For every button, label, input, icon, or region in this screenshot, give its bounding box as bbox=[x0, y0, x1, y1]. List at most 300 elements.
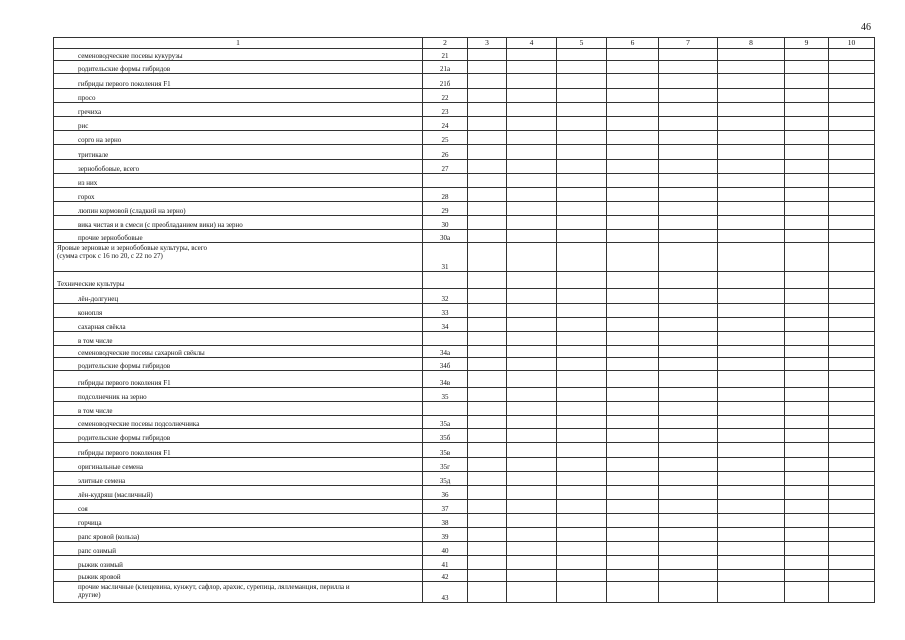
data-cell[interactable] bbox=[468, 500, 507, 514]
data-cell[interactable] bbox=[659, 443, 718, 458]
data-cell[interactable] bbox=[785, 202, 829, 216]
data-cell[interactable] bbox=[507, 145, 557, 160]
data-cell[interactable] bbox=[507, 61, 557, 74]
data-cell[interactable] bbox=[468, 416, 507, 429]
data-cell[interactable] bbox=[829, 514, 875, 528]
data-cell[interactable] bbox=[468, 160, 507, 174]
data-cell[interactable] bbox=[468, 402, 507, 416]
data-cell[interactable] bbox=[557, 230, 607, 243]
data-cell[interactable] bbox=[718, 472, 785, 486]
data-cell[interactable] bbox=[785, 117, 829, 131]
data-cell[interactable] bbox=[659, 556, 718, 570]
data-cell[interactable] bbox=[659, 388, 718, 402]
data-cell[interactable] bbox=[718, 272, 785, 289]
data-cell[interactable] bbox=[557, 416, 607, 429]
data-cell[interactable] bbox=[507, 556, 557, 570]
data-cell[interactable] bbox=[607, 74, 659, 89]
data-cell[interactable] bbox=[607, 304, 659, 318]
data-cell[interactable] bbox=[557, 145, 607, 160]
data-cell[interactable] bbox=[785, 188, 829, 202]
data-cell[interactable] bbox=[468, 174, 507, 188]
data-cell[interactable] bbox=[468, 89, 507, 103]
data-cell[interactable] bbox=[468, 318, 507, 332]
data-cell[interactable] bbox=[507, 514, 557, 528]
data-cell[interactable] bbox=[718, 528, 785, 542]
data-cell[interactable] bbox=[557, 486, 607, 500]
data-cell[interactable] bbox=[607, 371, 659, 388]
data-cell[interactable] bbox=[829, 318, 875, 332]
data-cell[interactable] bbox=[718, 117, 785, 131]
data-cell[interactable] bbox=[659, 272, 718, 289]
data-cell[interactable] bbox=[659, 371, 718, 388]
data-cell[interactable] bbox=[468, 443, 507, 458]
data-cell[interactable] bbox=[829, 304, 875, 318]
data-cell[interactable] bbox=[468, 556, 507, 570]
data-cell[interactable] bbox=[829, 371, 875, 388]
data-cell[interactable] bbox=[507, 160, 557, 174]
data-cell[interactable] bbox=[718, 131, 785, 145]
data-cell[interactable] bbox=[659, 131, 718, 145]
data-cell[interactable] bbox=[785, 528, 829, 542]
data-cell[interactable] bbox=[829, 458, 875, 472]
data-cell[interactable] bbox=[468, 61, 507, 74]
data-cell[interactable] bbox=[829, 358, 875, 371]
data-cell[interactable] bbox=[718, 89, 785, 103]
data-cell[interactable] bbox=[659, 61, 718, 74]
data-cell[interactable] bbox=[718, 500, 785, 514]
data-cell[interactable] bbox=[607, 332, 659, 346]
data-cell[interactable] bbox=[718, 402, 785, 416]
data-cell[interactable] bbox=[718, 486, 785, 500]
data-cell[interactable] bbox=[607, 61, 659, 74]
data-cell[interactable] bbox=[607, 472, 659, 486]
data-cell[interactable] bbox=[557, 570, 607, 582]
data-cell[interactable] bbox=[829, 500, 875, 514]
data-cell[interactable] bbox=[785, 216, 829, 230]
data-cell[interactable] bbox=[659, 49, 718, 61]
data-cell[interactable] bbox=[607, 174, 659, 188]
data-cell[interactable] bbox=[557, 188, 607, 202]
data-cell[interactable] bbox=[829, 117, 875, 131]
data-cell[interactable] bbox=[829, 528, 875, 542]
data-cell[interactable] bbox=[557, 74, 607, 89]
data-cell[interactable] bbox=[785, 49, 829, 61]
data-cell[interactable] bbox=[829, 131, 875, 145]
data-cell[interactable] bbox=[718, 514, 785, 528]
data-cell[interactable] bbox=[785, 346, 829, 358]
data-cell[interactable] bbox=[829, 202, 875, 216]
data-cell[interactable] bbox=[785, 318, 829, 332]
data-cell[interactable] bbox=[785, 243, 829, 272]
data-cell[interactable] bbox=[507, 486, 557, 500]
data-cell[interactable] bbox=[607, 542, 659, 556]
data-cell[interactable] bbox=[659, 472, 718, 486]
data-cell[interactable] bbox=[468, 289, 507, 304]
data-cell[interactable] bbox=[785, 74, 829, 89]
data-cell[interactable] bbox=[468, 486, 507, 500]
data-cell[interactable] bbox=[659, 402, 718, 416]
data-cell[interactable] bbox=[468, 131, 507, 145]
data-cell[interactable] bbox=[785, 429, 829, 443]
data-cell[interactable] bbox=[507, 216, 557, 230]
data-cell[interactable] bbox=[557, 318, 607, 332]
data-cell[interactable] bbox=[607, 89, 659, 103]
data-cell[interactable] bbox=[507, 49, 557, 61]
data-cell[interactable] bbox=[507, 402, 557, 416]
data-cell[interactable] bbox=[718, 458, 785, 472]
data-cell[interactable] bbox=[607, 528, 659, 542]
data-cell[interactable] bbox=[557, 216, 607, 230]
data-cell[interactable] bbox=[557, 160, 607, 174]
data-cell[interactable] bbox=[607, 429, 659, 443]
data-cell[interactable] bbox=[718, 388, 785, 402]
data-cell[interactable] bbox=[829, 443, 875, 458]
data-cell[interactable] bbox=[829, 272, 875, 289]
data-cell[interactable] bbox=[557, 472, 607, 486]
data-cell[interactable] bbox=[468, 103, 507, 117]
data-cell[interactable] bbox=[507, 358, 557, 371]
data-cell[interactable] bbox=[507, 188, 557, 202]
data-cell[interactable] bbox=[468, 358, 507, 371]
data-cell[interactable] bbox=[829, 160, 875, 174]
data-cell[interactable] bbox=[659, 570, 718, 582]
data-cell[interactable] bbox=[607, 230, 659, 243]
data-cell[interactable] bbox=[557, 243, 607, 272]
data-cell[interactable] bbox=[718, 542, 785, 556]
data-cell[interactable] bbox=[829, 346, 875, 358]
data-cell[interactable] bbox=[785, 472, 829, 486]
data-cell[interactable] bbox=[659, 332, 718, 346]
data-cell[interactable] bbox=[785, 332, 829, 346]
data-cell[interactable] bbox=[507, 103, 557, 117]
data-cell[interactable] bbox=[607, 289, 659, 304]
data-cell[interactable] bbox=[557, 388, 607, 402]
data-cell[interactable] bbox=[557, 202, 607, 216]
data-cell[interactable] bbox=[785, 371, 829, 388]
data-cell[interactable] bbox=[607, 272, 659, 289]
data-cell[interactable] bbox=[607, 103, 659, 117]
data-cell[interactable] bbox=[785, 145, 829, 160]
data-cell[interactable] bbox=[468, 371, 507, 388]
data-cell[interactable] bbox=[785, 582, 829, 603]
data-cell[interactable] bbox=[829, 89, 875, 103]
data-cell[interactable] bbox=[507, 346, 557, 358]
data-cell[interactable] bbox=[829, 61, 875, 74]
data-cell[interactable] bbox=[468, 570, 507, 582]
data-cell[interactable] bbox=[507, 131, 557, 145]
data-cell[interactable] bbox=[785, 89, 829, 103]
data-cell[interactable] bbox=[607, 556, 659, 570]
data-cell[interactable] bbox=[829, 570, 875, 582]
data-cell[interactable] bbox=[607, 486, 659, 500]
data-cell[interactable] bbox=[785, 542, 829, 556]
data-cell[interactable] bbox=[718, 429, 785, 443]
data-cell[interactable] bbox=[785, 131, 829, 145]
data-cell[interactable] bbox=[507, 500, 557, 514]
data-cell[interactable] bbox=[607, 145, 659, 160]
data-cell[interactable] bbox=[659, 243, 718, 272]
data-cell[interactable] bbox=[659, 89, 718, 103]
data-cell[interactable] bbox=[659, 145, 718, 160]
data-cell[interactable] bbox=[829, 230, 875, 243]
data-cell[interactable] bbox=[829, 243, 875, 272]
data-cell[interactable] bbox=[785, 160, 829, 174]
data-cell[interactable] bbox=[718, 346, 785, 358]
data-cell[interactable] bbox=[468, 542, 507, 556]
data-cell[interactable] bbox=[468, 117, 507, 131]
data-cell[interactable] bbox=[507, 542, 557, 556]
data-cell[interactable] bbox=[829, 145, 875, 160]
data-cell[interactable] bbox=[785, 174, 829, 188]
data-cell[interactable] bbox=[785, 458, 829, 472]
data-cell[interactable] bbox=[785, 304, 829, 318]
data-cell[interactable] bbox=[557, 542, 607, 556]
data-cell[interactable] bbox=[468, 188, 507, 202]
data-cell[interactable] bbox=[468, 388, 507, 402]
data-cell[interactable] bbox=[718, 103, 785, 117]
data-cell[interactable] bbox=[785, 556, 829, 570]
data-cell[interactable] bbox=[468, 458, 507, 472]
data-cell[interactable] bbox=[557, 402, 607, 416]
data-cell[interactable] bbox=[607, 388, 659, 402]
data-cell[interactable] bbox=[468, 304, 507, 318]
data-cell[interactable] bbox=[607, 500, 659, 514]
data-cell[interactable] bbox=[829, 49, 875, 61]
data-cell[interactable] bbox=[785, 570, 829, 582]
data-cell[interactable] bbox=[718, 416, 785, 429]
data-cell[interactable] bbox=[659, 160, 718, 174]
data-cell[interactable] bbox=[607, 216, 659, 230]
data-cell[interactable] bbox=[659, 416, 718, 429]
data-cell[interactable] bbox=[507, 117, 557, 131]
data-cell[interactable] bbox=[718, 174, 785, 188]
data-cell[interactable] bbox=[468, 202, 507, 216]
data-cell[interactable] bbox=[659, 429, 718, 443]
data-cell[interactable] bbox=[607, 49, 659, 61]
data-cell[interactable] bbox=[659, 117, 718, 131]
data-cell[interactable] bbox=[829, 429, 875, 443]
data-cell[interactable] bbox=[829, 388, 875, 402]
data-cell[interactable] bbox=[507, 332, 557, 346]
data-cell[interactable] bbox=[557, 528, 607, 542]
data-cell[interactable] bbox=[507, 416, 557, 429]
data-cell[interactable] bbox=[557, 458, 607, 472]
data-cell[interactable] bbox=[607, 188, 659, 202]
data-cell[interactable] bbox=[557, 89, 607, 103]
data-cell[interactable] bbox=[785, 230, 829, 243]
data-cell[interactable] bbox=[468, 332, 507, 346]
data-cell[interactable] bbox=[607, 416, 659, 429]
data-cell[interactable] bbox=[607, 514, 659, 528]
data-cell[interactable] bbox=[557, 289, 607, 304]
data-cell[interactable] bbox=[785, 289, 829, 304]
data-cell[interactable] bbox=[659, 103, 718, 117]
data-cell[interactable] bbox=[607, 443, 659, 458]
data-cell[interactable] bbox=[607, 458, 659, 472]
data-cell[interactable] bbox=[557, 117, 607, 131]
data-cell[interactable] bbox=[468, 272, 507, 289]
data-cell[interactable] bbox=[829, 402, 875, 416]
data-cell[interactable] bbox=[557, 49, 607, 61]
data-cell[interactable] bbox=[607, 117, 659, 131]
data-cell[interactable] bbox=[607, 358, 659, 371]
data-cell[interactable] bbox=[507, 570, 557, 582]
data-cell[interactable] bbox=[507, 458, 557, 472]
data-cell[interactable] bbox=[507, 304, 557, 318]
data-cell[interactable] bbox=[507, 74, 557, 89]
data-cell[interactable] bbox=[659, 542, 718, 556]
data-cell[interactable] bbox=[785, 402, 829, 416]
data-cell[interactable] bbox=[829, 74, 875, 89]
data-cell[interactable] bbox=[557, 304, 607, 318]
data-cell[interactable] bbox=[507, 582, 557, 603]
data-cell[interactable] bbox=[557, 443, 607, 458]
data-cell[interactable] bbox=[785, 103, 829, 117]
data-cell[interactable] bbox=[607, 131, 659, 145]
data-cell[interactable] bbox=[607, 346, 659, 358]
data-cell[interactable] bbox=[829, 332, 875, 346]
data-cell[interactable] bbox=[468, 145, 507, 160]
data-cell[interactable] bbox=[507, 230, 557, 243]
data-cell[interactable] bbox=[507, 243, 557, 272]
data-cell[interactable] bbox=[659, 289, 718, 304]
data-cell[interactable] bbox=[507, 202, 557, 216]
data-cell[interactable] bbox=[829, 103, 875, 117]
data-cell[interactable] bbox=[507, 89, 557, 103]
data-cell[interactable] bbox=[557, 131, 607, 145]
data-cell[interactable] bbox=[718, 243, 785, 272]
data-cell[interactable] bbox=[718, 358, 785, 371]
data-cell[interactable] bbox=[718, 570, 785, 582]
data-cell[interactable] bbox=[718, 318, 785, 332]
data-cell[interactable] bbox=[718, 371, 785, 388]
data-cell[interactable] bbox=[468, 230, 507, 243]
data-cell[interactable] bbox=[785, 358, 829, 371]
data-cell[interactable] bbox=[785, 61, 829, 74]
data-cell[interactable] bbox=[659, 202, 718, 216]
data-cell[interactable] bbox=[557, 429, 607, 443]
data-cell[interactable] bbox=[557, 103, 607, 117]
data-cell[interactable] bbox=[718, 443, 785, 458]
data-cell[interactable] bbox=[659, 74, 718, 89]
data-cell[interactable] bbox=[507, 443, 557, 458]
data-cell[interactable] bbox=[718, 304, 785, 318]
data-cell[interactable] bbox=[557, 514, 607, 528]
data-cell[interactable] bbox=[659, 174, 718, 188]
data-cell[interactable] bbox=[718, 582, 785, 603]
data-cell[interactable] bbox=[659, 318, 718, 332]
data-cell[interactable] bbox=[659, 500, 718, 514]
data-cell[interactable] bbox=[659, 458, 718, 472]
data-cell[interactable] bbox=[557, 61, 607, 74]
data-cell[interactable] bbox=[718, 216, 785, 230]
data-cell[interactable] bbox=[829, 472, 875, 486]
data-cell[interactable] bbox=[718, 49, 785, 61]
data-cell[interactable] bbox=[507, 272, 557, 289]
data-cell[interactable] bbox=[718, 74, 785, 89]
data-cell[interactable] bbox=[659, 188, 718, 202]
data-cell[interactable] bbox=[507, 528, 557, 542]
data-cell[interactable] bbox=[607, 402, 659, 416]
data-cell[interactable] bbox=[607, 243, 659, 272]
data-cell[interactable] bbox=[557, 174, 607, 188]
data-cell[interactable] bbox=[507, 472, 557, 486]
data-cell[interactable] bbox=[557, 556, 607, 570]
data-cell[interactable] bbox=[718, 188, 785, 202]
data-cell[interactable] bbox=[557, 358, 607, 371]
data-cell[interactable] bbox=[829, 188, 875, 202]
data-cell[interactable] bbox=[785, 514, 829, 528]
data-cell[interactable] bbox=[718, 556, 785, 570]
data-cell[interactable] bbox=[507, 388, 557, 402]
data-cell[interactable] bbox=[468, 528, 507, 542]
data-cell[interactable] bbox=[659, 486, 718, 500]
data-cell[interactable] bbox=[659, 216, 718, 230]
data-cell[interactable] bbox=[468, 582, 507, 603]
data-cell[interactable] bbox=[468, 216, 507, 230]
data-cell[interactable] bbox=[659, 230, 718, 243]
data-cell[interactable] bbox=[785, 443, 829, 458]
data-cell[interactable] bbox=[507, 174, 557, 188]
data-cell[interactable] bbox=[785, 272, 829, 289]
data-cell[interactable] bbox=[785, 388, 829, 402]
data-cell[interactable] bbox=[785, 500, 829, 514]
data-cell[interactable] bbox=[829, 416, 875, 429]
data-cell[interactable] bbox=[659, 514, 718, 528]
data-cell[interactable] bbox=[659, 582, 718, 603]
data-cell[interactable] bbox=[718, 160, 785, 174]
data-cell[interactable] bbox=[468, 514, 507, 528]
data-cell[interactable] bbox=[557, 582, 607, 603]
data-cell[interactable] bbox=[607, 318, 659, 332]
data-cell[interactable] bbox=[557, 272, 607, 289]
data-cell[interactable] bbox=[507, 318, 557, 332]
data-cell[interactable] bbox=[829, 542, 875, 556]
data-cell[interactable] bbox=[557, 346, 607, 358]
data-cell[interactable] bbox=[507, 371, 557, 388]
data-cell[interactable] bbox=[468, 472, 507, 486]
data-cell[interactable] bbox=[607, 570, 659, 582]
data-cell[interactable] bbox=[718, 289, 785, 304]
data-cell[interactable] bbox=[659, 358, 718, 371]
data-cell[interactable] bbox=[659, 304, 718, 318]
data-cell[interactable] bbox=[785, 486, 829, 500]
data-cell[interactable] bbox=[468, 49, 507, 61]
data-cell[interactable] bbox=[718, 145, 785, 160]
data-cell[interactable] bbox=[468, 243, 507, 272]
data-cell[interactable] bbox=[607, 202, 659, 216]
data-cell[interactable] bbox=[718, 332, 785, 346]
data-cell[interactable] bbox=[718, 230, 785, 243]
data-cell[interactable] bbox=[718, 202, 785, 216]
data-cell[interactable] bbox=[607, 160, 659, 174]
data-cell[interactable] bbox=[829, 582, 875, 603]
data-cell[interactable] bbox=[557, 332, 607, 346]
data-cell[interactable] bbox=[829, 556, 875, 570]
data-cell[interactable] bbox=[468, 74, 507, 89]
data-cell[interactable] bbox=[507, 429, 557, 443]
data-cell[interactable] bbox=[468, 346, 507, 358]
data-cell[interactable] bbox=[659, 346, 718, 358]
data-cell[interactable] bbox=[829, 174, 875, 188]
data-cell[interactable] bbox=[507, 289, 557, 304]
data-cell[interactable] bbox=[659, 528, 718, 542]
data-cell[interactable] bbox=[829, 486, 875, 500]
data-cell[interactable] bbox=[829, 216, 875, 230]
data-cell[interactable] bbox=[718, 61, 785, 74]
data-cell[interactable] bbox=[607, 582, 659, 603]
data-cell[interactable] bbox=[468, 429, 507, 443]
